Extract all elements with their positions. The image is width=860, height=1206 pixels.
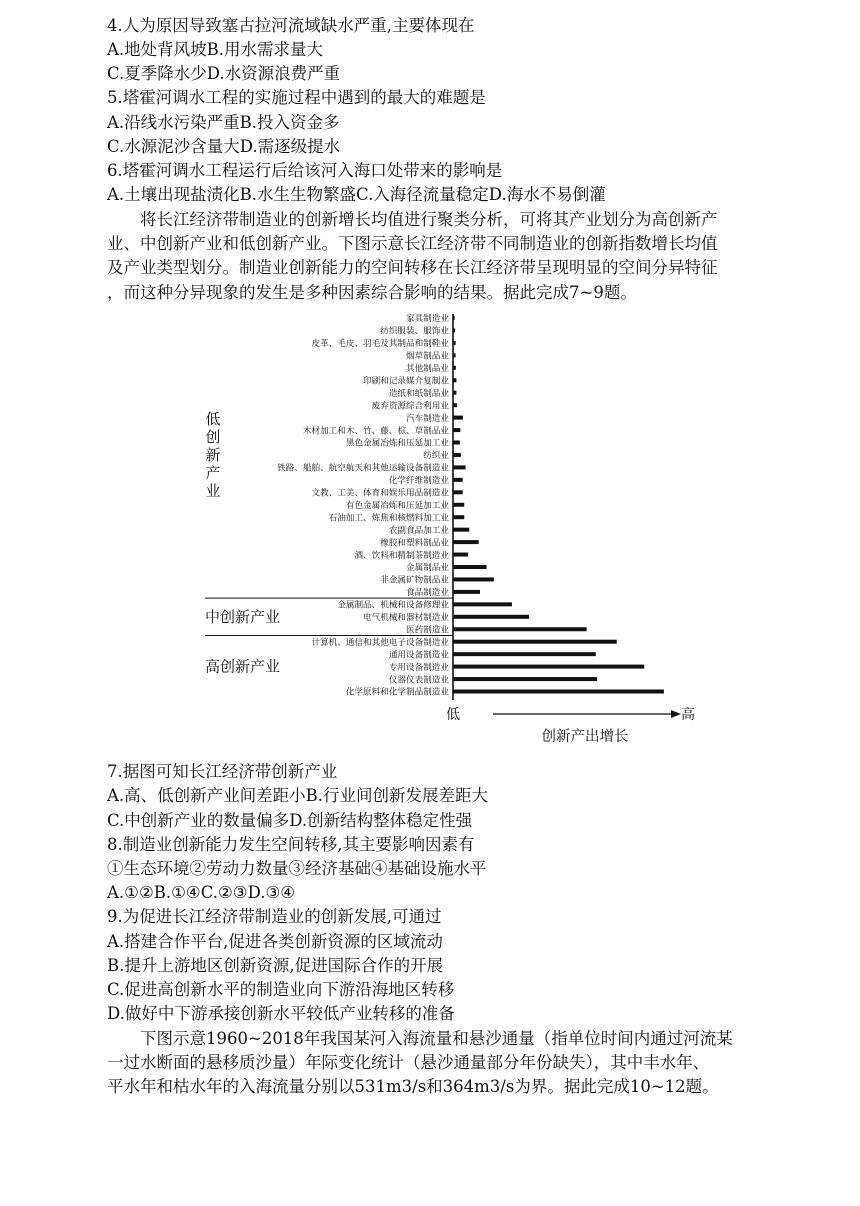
category-label: 化学纤维制造业 (388, 476, 449, 487)
q9-stem: 9.为促进长江经济带制造业的创新发展,可通过 (107, 907, 442, 926)
category-label: 烟草制品业 (406, 351, 449, 362)
category-label: 铁路、船舶、航空航天和其他运输设备制造业 (277, 463, 449, 474)
bar (453, 353, 456, 357)
category-label: 通用设备制造业 (388, 650, 449, 661)
category-label: 汽车制造业 (406, 413, 449, 424)
q4-stem: 4.人为原因导致塞古拉河流域缺水严重,主要体现在 (107, 16, 475, 35)
bar (453, 416, 463, 420)
bar (453, 465, 466, 469)
q8-stem: 8.制造业创新能力发生空间转移,其主要影响因素有 (107, 835, 475, 854)
category-label: 医药制造业 (406, 625, 449, 636)
category-label: 造纸和纸制品业 (388, 388, 449, 399)
q5-stem: 5.塔霍河调水工程的实施过程中遇到的最大的难题是 (107, 88, 486, 107)
category-label: 木材加工和木、竹、藤、棕、草制品业 (302, 426, 449, 437)
q5-options-ab: A.沿线水污染严重B.投入资金多 (107, 113, 340, 132)
bar (453, 441, 460, 445)
q7-options-ab: A.高、低创新产业间差距小B.行业间创新发展差距大 (107, 786, 489, 805)
category-label: 仪器仪表制造业 (388, 675, 449, 686)
category-label: 金属制品业 (406, 563, 449, 574)
bar (453, 540, 479, 544)
x-axis-low-label: 低 (446, 707, 460, 723)
bar (453, 503, 464, 507)
q4-options-ab: A.地处背风坡B.用水需求量大 (107, 40, 324, 59)
q4-options-cd: C.夏季降水少D.水资源浪费严重 (107, 64, 341, 83)
x-axis-arrow-head (671, 710, 681, 718)
q6-stem: 6.塔霍河调水工程运行后给该河入海口处带来的影响是 (107, 161, 503, 180)
category-label: 文教、工美、体育和娱乐用品制造业 (311, 488, 449, 499)
category-label: 金属制品、机械和设备修理业 (337, 600, 449, 611)
category-label: 皮革、毛皮、羽毛及其制品和制鞋业 (311, 339, 449, 350)
bar (453, 403, 457, 407)
intro-7-9-line-4: ，而这种分异现象的发生是多种因素综合影响的结果。据此完成7~9题。 (107, 283, 637, 302)
bar (453, 565, 487, 569)
q7-stem: 7.据图可知长江经济带创新产业 (107, 762, 338, 781)
bar (453, 316, 455, 320)
intro-7-9-line-1: 将长江经济带制造业的创新增长均值进行聚类分析，可将其产业划分为高创新产 (140, 210, 718, 229)
bar (453, 341, 456, 345)
group-label-low-innovation: 低创新产业 (205, 409, 221, 500)
bar (453, 515, 464, 519)
category-label: 酒、饮料和精制茶制造业 (354, 550, 449, 561)
x-axis-title: 创新产出增长 (541, 729, 629, 745)
bar (453, 677, 597, 681)
bar (453, 615, 529, 619)
bar (453, 428, 460, 432)
q6-options: A.土壤出现盐渍化B.水生生物繁盛C.入海径流量稳定D.海水不易倒灌 (107, 185, 606, 204)
category-label: 家具制造业 (406, 314, 449, 325)
innovation-bar-chart (203, 306, 718, 748)
intro-10-12-line-1: 下图示意1960~2018年我国某河入海流量和悬沙通量（指单位时间内通过河流某 (140, 1029, 733, 1048)
category-label: 纺织服装、服饰业 (380, 326, 449, 337)
q8-factors: ①生态环境②劳动力数量③经济基础④基础设施水平 (107, 859, 487, 878)
intro-7-9-line-2: 业、中创新产业和低创新产业。下图示意长江经济带不同制造业的创新指数增长均值 (107, 234, 718, 253)
bar (453, 453, 461, 457)
intro-10-12-line-3: 平水年和枯水年的入海流量分别以531m3/s和364m3/s为界。据此完成10~12题。 (107, 1077, 719, 1096)
bar (453, 328, 455, 332)
bar (453, 528, 469, 532)
category-label: 电气机械和器材制造业 (363, 613, 449, 623)
category-label: 石油加工、炼焦和核燃料加工业 (328, 513, 449, 524)
q9-option-d: D.做好中下游承接创新水平较低产业转移的准备 (107, 1004, 455, 1023)
category-label: 纺织业 (423, 451, 449, 462)
bar (453, 553, 468, 557)
category-label: 其他制品业 (406, 364, 449, 374)
category-label: 农副食品加工业 (388, 525, 449, 536)
category-label: 非金属矿物制品业 (380, 575, 449, 586)
bar (453, 690, 664, 694)
category-label: 化学原料和化学制品制造业 (345, 687, 449, 698)
intro-10-12-line-2: 一过水断面的悬移质沙量）年际变化统计（悬沙通量部分年份缺失），其中丰水年、 (107, 1053, 710, 1072)
q9-option-a: A.搭建合作平台,促进各类创新资源的区域流动 (107, 932, 443, 951)
q5-options-cd: C.水源泥沙含量大D.需逐级提水 (107, 137, 341, 156)
q7-options-cd: C.中创新产业的数量偏多D.创新结构整体稳定性强 (107, 811, 473, 830)
category-label: 废弃资源综合利用业 (371, 401, 449, 412)
bar (453, 640, 617, 644)
bar (453, 627, 587, 631)
bar (453, 602, 512, 606)
bar (453, 478, 463, 482)
category-label: 黑色金属冶炼和压延加工业 (345, 438, 449, 449)
bar (453, 652, 596, 656)
bar (453, 490, 463, 494)
category-label: 专用设备制造业 (388, 662, 449, 673)
category-label: 计算机、通信和其他电子设备制造业 (311, 637, 449, 648)
q9-option-c: C.促进高创新水平的制造业向下游沿海地区转移 (107, 980, 455, 999)
bar (453, 391, 456, 395)
bar (453, 590, 480, 594)
q9-option-b: B.提升上游地区创新资源,促进国际合作的开展 (107, 956, 444, 975)
category-label: 印刷和记录媒介复制业 (363, 376, 449, 387)
bar (453, 378, 456, 382)
bar (453, 665, 644, 669)
category-label: 食品制造业 (406, 588, 449, 599)
category-label: 橡胶和塑料制品业 (380, 538, 449, 549)
group-label-high-innovation: 高创新产业 (205, 657, 281, 676)
intro-7-9-line-3: 及产业类型划分。制造业创新能力的空间转移在长江经济带呈现明显的空间分异特征 (107, 258, 718, 277)
q8-options: A.①②B.①④C.②③D.③④ (107, 883, 296, 902)
x-axis-high-label: 高 (681, 707, 695, 723)
bar (453, 577, 494, 581)
category-label: 有色金属冶炼和压延加工业 (345, 500, 449, 511)
bar (453, 366, 456, 370)
group-label-mid-innovation: 中创新产业 (205, 607, 281, 626)
